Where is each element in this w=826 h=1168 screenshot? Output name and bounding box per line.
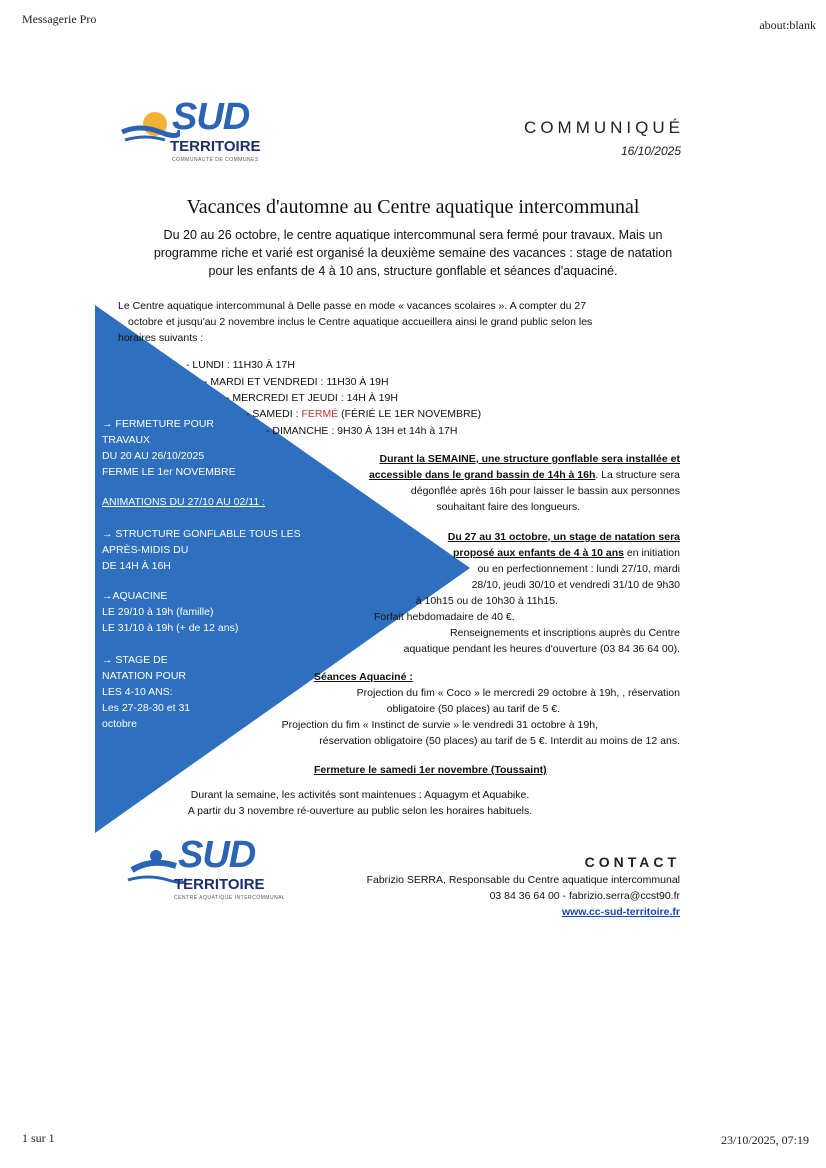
hours-mardi: - MARDI ET VENDREDI : 11H30 À 19H [204,376,389,388]
hours-samedi [246,406,481,422]
sidebar-line: → STAGE DE [102,654,168,666]
aquacine-heading-text: Séances Aquaciné : [314,671,413,683]
stage-bold-b: proposé aux enfants de 4 à 10 ans [452,547,624,559]
semaine-line: dégonflée après 16h pour laisser le bassin aux personnes [410,485,680,497]
logo-sud: SUD [172,96,250,138]
intro-line: pour les enfants de 4 à 10 ans, structure gonflable et séances d'aquaciné. [208,264,618,278]
sidebar-line: LE 31/10 à 19h (+ de 12 ans) [102,622,239,634]
stage-line: à 10h15 ou de 10h30 à 11h15. [415,595,558,607]
stage-paragraph [380,529,680,609]
fermeture-samedi [314,762,547,778]
logo-territoire: TERRITOIRE [170,138,261,155]
logo-subtitle: COMMUNAUTÉ DE COMMUNES [172,157,259,163]
communique-heading: COMMUNIQUÉ [524,118,684,137]
sidebar-aquacine [102,588,238,636]
stage-line: 28/10, jeudi 30/10 et vendredi 31/10 de 9h30 [471,579,680,591]
sidebar-line: NATATION POUR [102,670,186,682]
stage-line: aquatique pendant les heures d'ouverture (03 84 36 64 00). [403,643,680,655]
print-header-left: Messagerie Pro [22,12,97,26]
para-line: horaires suivants : [118,332,204,344]
sidebar-line: APRÈS-MIDIS DU [102,544,189,556]
stage-renseignements [342,625,680,657]
sidebar-stage [102,652,190,732]
stage-line: Renseignements et inscriptions auprès du Centre [450,627,680,639]
samedi-ferme: FERMÉ [301,408,339,420]
sidebar-line: DE 14H À 16H [102,560,171,572]
aquacine-line: Projection du fim « Instinct de survie » le vendredi 31 octobre à 19h, [281,719,598,731]
sidebar-line: LE 29/10 à 19h (famille) [102,606,214,618]
samedi-ferie: (FÉRIÉ LE 1ER NOVEMBRE) [338,408,482,420]
stage-line: ou en perfectionnement : lundi 27/10, mardi [477,563,680,575]
sidebar-fermeture [102,416,236,480]
sidebar-line: FERME LE 1er NOVEMBRE [102,466,236,478]
aquacine-heading [314,669,413,685]
aquacine-paragraph [230,685,680,749]
stage-forfait: Forfait hebdomadaire de 40 €. [374,611,515,623]
semaine-line: souhaitant faire des longueurs. [436,501,580,513]
aquacine-line: réservation obligatoire (50 places) au tarif de 5 €. Interdit au moins de 12 ans. [319,735,680,747]
logo-sud: SUD [178,834,256,876]
fermeture-samedi-text: Fermeture le samedi 1er novembre (Toussaint) [314,764,547,776]
page-title: Vacances d'automne au Centre aquatique intercommunal [186,196,640,218]
sidebar-line: → STRUCTURE GONFLABLE TOUS LES [102,528,301,540]
sidebar-line: octobre [102,718,138,730]
sidebar-line: TRAVAUX [102,434,151,446]
samedi-label: - SAMEDI : [246,408,302,420]
semaine-bold-a: Durant la SEMAINE, une structure gonflable sera installée et [379,453,680,465]
aquacine-line: Projection du fim « Coco » le mercredi 29 octobre à 19h, , réservation [356,687,680,699]
stage-rest-b: en initiation [623,547,680,559]
contact-phone-email: 03 84 36 64 00 - fabrizio.serra@ccst90.fr [489,890,680,902]
semaine-bold-b: accessible dans le grand bassin de 14h à 16h [368,469,596,481]
para-line: octobre et jusqu'au 2 novembre inclus le Centre aquatique accueillera ainsi le grand public selon les [128,316,593,328]
sidebar-line: DU 20 AU 26/10/2025 [102,450,205,462]
logo-subtitle: CENTRE AQUATIQUE INTERCOMMUNAL [174,895,286,901]
hours-mercredi: - MERCREDI ET JEUDI : 14H À 19H [226,392,398,404]
logo-territoire: TERRITOIRE [174,876,265,893]
semaine-rest-b: . La structure sera [595,469,680,481]
closing-line: Durant la semaine, les activités sont maintenues : Aquagym et Aquabike. [190,789,530,801]
sidebar-line: →AQUACINE [102,590,168,602]
print-footer-right: 23/10/2025, 07:19 [720,1133,809,1147]
sidebar-animations: ANIMATIONS DU 27/10 AU 02/11 : [102,496,266,508]
communique-date: 16/10/2025 [620,144,681,158]
closing-line: A partir du 3 novembre ré-ouverture au public selon les horaires habituels. [187,805,533,817]
intro-line: Du 20 au 26 octobre, le centre aquatique intercommunal sera fermé pour travaux. Mais un [163,228,663,242]
hours-lundi: - LUNDI : 11H30 À 17H [186,359,295,371]
print-header-right: about:blank [759,18,816,32]
print-footer-left: 1 sur 1 [22,1131,55,1145]
logo-bottom [126,834,296,904]
sidebar-line: Les 27-28-30 et 31 [102,702,191,714]
sidebar-line: LES 4-10 ANS: [102,686,173,698]
contact-heading: CONTACT [584,854,680,870]
intro-paragraph [80,226,746,280]
contact-block [280,872,680,920]
para-line: Le Centre aquatique intercommunal à Delle passe en mode « vacances scolaires ». A compter du 27 [118,300,587,312]
schedule-intro-paragraph [118,298,684,346]
stage-bold-a: Du 27 au 31 octobre, un stage de natation sera [447,531,680,543]
semaine-paragraph [300,451,680,515]
sidebar-line: → FERMETURE POUR [102,418,215,430]
logo-top [120,96,295,170]
intro-line: programme riche et varié est organisé la deuxième semaine des vacances : stage de natation [153,246,673,260]
hours-dimanche: - DIMANCHE : 9H30 À 13H et 14h à 17H [266,425,458,437]
aquacine-line: obligatoire (50 places) au tarif de 5 €. [386,703,560,715]
website-link[interactable]: www.cc-sud-territoire.fr [561,906,680,918]
contact-name: Fabrizio SERRA, Responsable du Centre aquatique intercommunal [366,874,680,886]
closing-paragraph [150,787,570,819]
sidebar-structure [102,526,301,574]
